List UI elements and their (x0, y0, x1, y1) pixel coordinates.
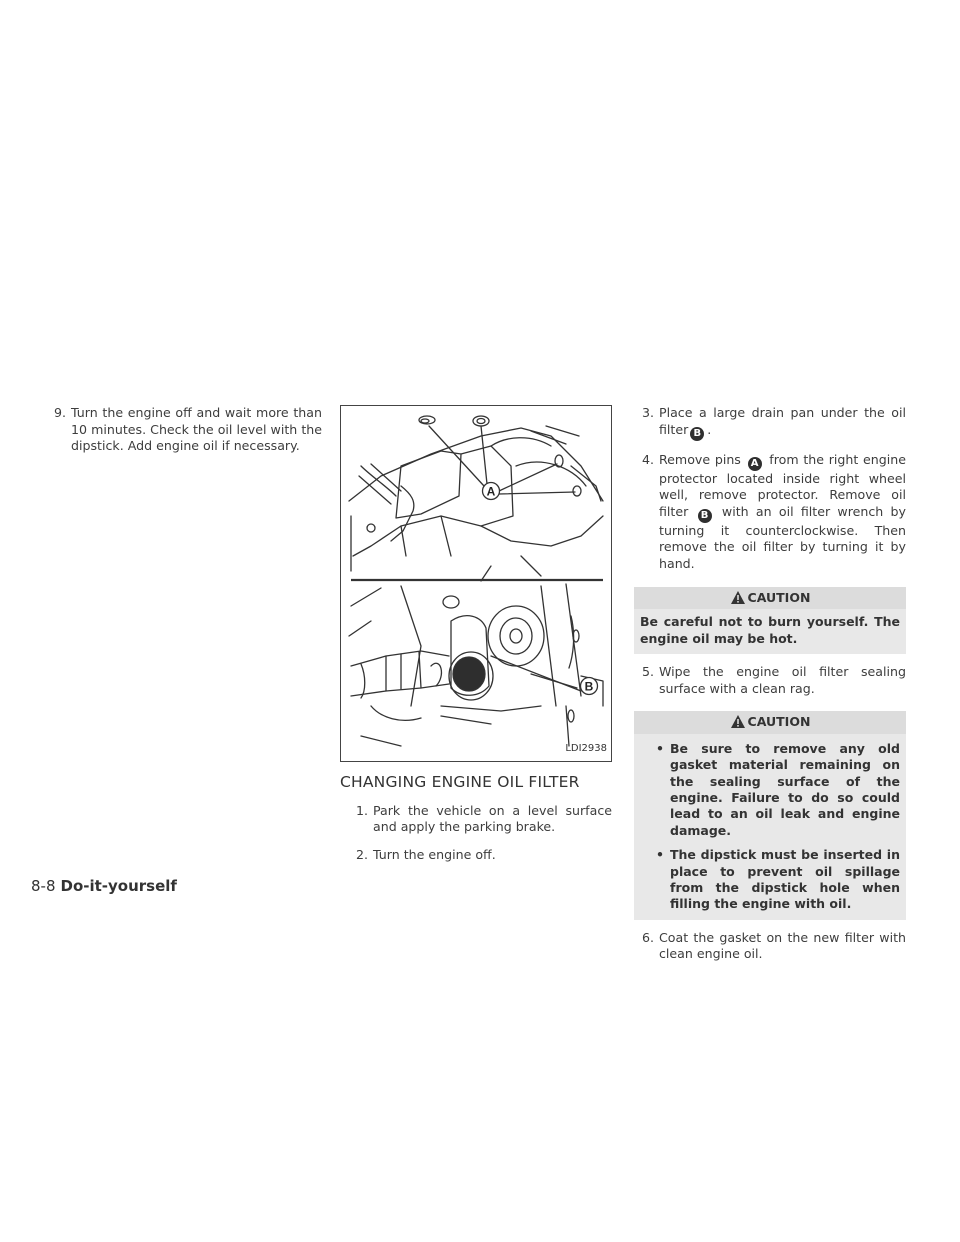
step-text: Wipe the engine oil filter sealing surface with a clean rag. (659, 663, 906, 696)
callout-b-circle: B (698, 509, 712, 523)
caution-item: • Be sure to remove any old gasket material remaining on the sealing surface of the engine. Failure to do so could lead to an oil leak and engine damage. (656, 740, 900, 838)
engine-line-drawing (341, 406, 611, 761)
warning-icon (730, 590, 746, 605)
step-number: 6. (641, 929, 654, 945)
caution-title: CAUTION (747, 714, 811, 730)
callout-b-circle: B (690, 427, 704, 441)
step-text: Place a large drain pan under the oil filter (659, 405, 906, 437)
page-number: 8-8 (31, 877, 56, 895)
step-number: 2. (355, 846, 368, 862)
step-number: 1. (355, 802, 368, 818)
caution-item: • The dipstick must be inserted in place to prevent oil spillage from the dipstick hole when filling the engine with oil. (656, 847, 900, 912)
caution-title: CAUTION (747, 589, 811, 605)
callout-a (483, 483, 500, 500)
caution-header (634, 711, 906, 734)
section-heading: CHANGING ENGINE OIL FILTER (340, 773, 580, 791)
caution-item-text: Be sure to remove any old gasket material remaining on the sealing surface of the engine. Failure to do so could lead to an oil leak and engine damage. (670, 740, 900, 838)
caution-body (634, 609, 906, 654)
step-number: 4. (641, 451, 654, 467)
step-text-middle: from the right engine protector located inside right wheel well, remove protector. Remove oil filter (659, 451, 906, 519)
engine-illustration (340, 405, 612, 762)
step-text: Coat the gasket on the new filter with clean engine oil. (659, 929, 906, 962)
page-footer (31, 877, 177, 895)
callout-b-label: B (584, 679, 594, 694)
step-text: Park the vehicle on a level surface and apply the parking brake. (373, 802, 612, 835)
step-text: Remove pins (659, 451, 741, 467)
caution-item-text: The dipstick must be inserted in place to prevent oil spillage from the dipstick hole when filling the engine with oil. (670, 847, 900, 912)
left-column (52, 405, 322, 466)
caution-list (640, 741, 900, 913)
figure-code: LDI2938 (565, 743, 607, 755)
step-number: 9. (53, 405, 66, 420)
step-text-end: . (707, 421, 712, 437)
step-3 (634, 405, 906, 441)
section-name: Do-it-yourself (60, 877, 177, 895)
step-text-end: with an oil filter wrench by turning it counterclockwise. Then remove the oil filter by turning it by hand. (659, 503, 907, 571)
middle-column (340, 405, 612, 874)
step-2 (348, 847, 612, 864)
step-1 (348, 803, 612, 836)
step-number: 3. (641, 405, 654, 420)
step-5 (634, 664, 906, 697)
callout-a-circle: A (748, 457, 762, 471)
callout-a-label: A (486, 484, 496, 499)
caution-header (634, 587, 906, 610)
step-text: Turn the engine off and wait more than 10 minutes. Check the oil level with the dipstick. Add engine oil if necessary. (71, 405, 322, 454)
step-4 (634, 452, 906, 573)
step-text: Turn the engine off. (373, 846, 496, 862)
warning-icon (730, 714, 746, 729)
caution-body (634, 734, 906, 920)
step-9 (52, 405, 322, 455)
callout-b (581, 678, 598, 695)
right-column (634, 405, 906, 974)
step-number: 5. (641, 663, 654, 679)
caution-text: Be careful not to burn yourself. The engine oil may be hot. (640, 614, 900, 646)
step-6 (634, 930, 906, 963)
